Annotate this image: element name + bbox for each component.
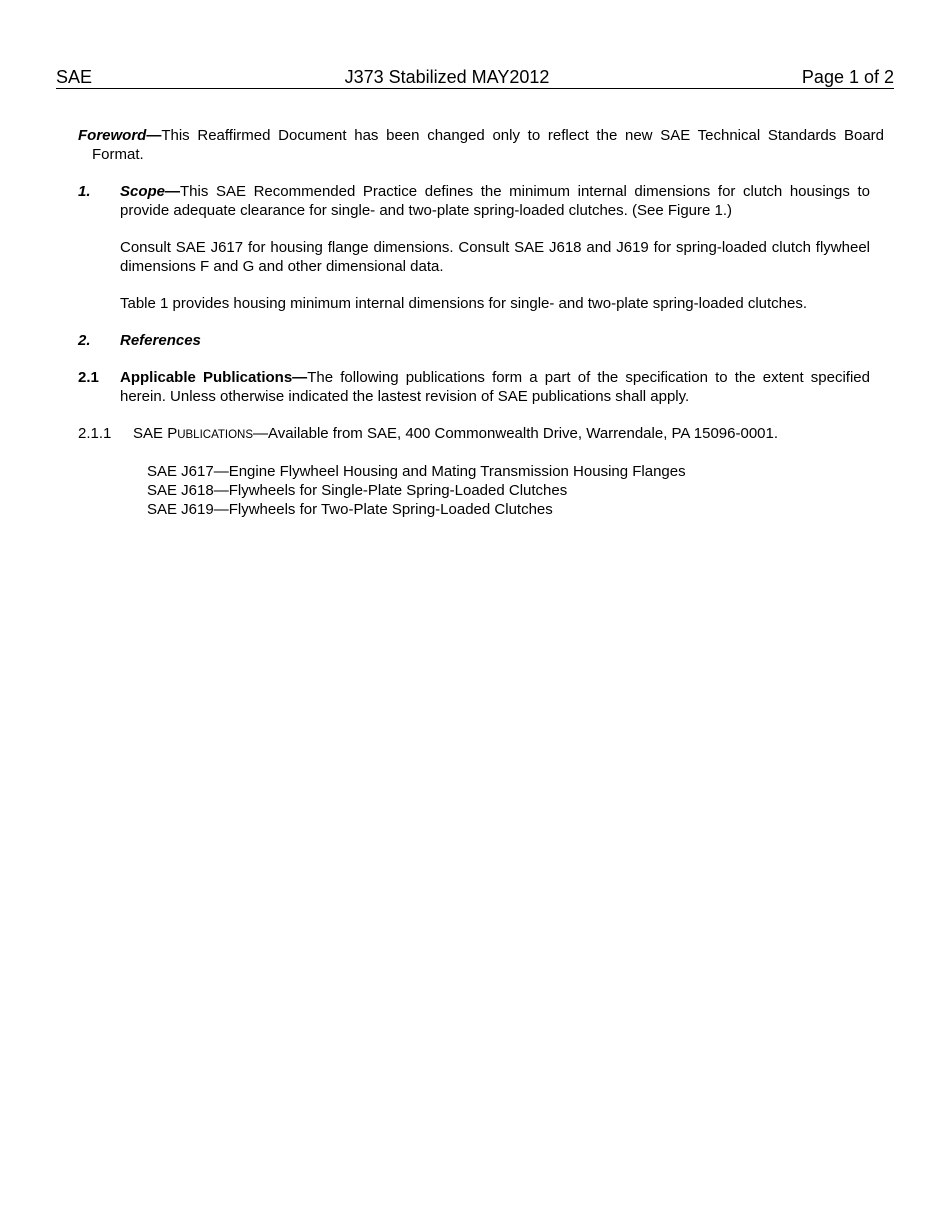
header-document-id: J373 Stabilized MAY2012 [344,67,550,87]
section-2-1-number: 2.1 [78,369,99,386]
sae-publications-paragraph [133,425,873,445]
header-org: SAE [56,67,93,87]
scope-text-1: This SAE Recommended Practice defines the minimum internal dimensions for clutch housings to provide adequate clearance for single- and two-plate spring-loaded clutches. (See Figure 1.) [120,183,870,219]
foreword-label: Foreword [78,127,147,144]
references-heading: References [120,332,201,349]
scope-dash: — [165,183,181,200]
applicable-publications-title: Applicable Publications— [120,369,308,386]
list-item: SAE J618—Flywheels for Single-Plate Spring-Loaded Clutches [147,482,568,499]
sae-publications-prefix: SAE [133,425,168,442]
page-header [56,66,894,89]
foreword-text: This Reaffirmed Document has been changed only to reflect the new SAE Technical Standards Board Format. [92,127,884,163]
foreword-dash: — [146,127,162,144]
sae-publications-smallcaps: UBLICATIONS [177,429,254,441]
foreword-paragraph [78,127,884,164]
applicable-publications-paragraph [120,369,870,406]
section-1-number: 1. [78,183,91,200]
scope-paragraph-1 [120,183,870,220]
applicable-publications-text: The following publications form a part of the specification to the extent specified herein. Unless otherwise indicated the lastest revision of SAE publications shall apply. [120,369,870,405]
sae-publications-text: —Available from SAE, 400 Commonwealth Drive, Warrendale, PA 15096-0001. [253,425,779,442]
scope-paragraph-3: Table 1 provides housing minimum internal dimensions for single- and two-plate spring-loaded clutches. [120,295,808,312]
section-2-1-1-number: 2.1.1 [78,425,112,442]
scope-paragraph-2: Consult SAE J617 for housing flange dimensions. Consult SAE J618 and J619 for spring-loaded clutch flywheel dimensions F and G and other dimensional data. [120,239,870,275]
sae-publications-cap: P [167,425,178,442]
list-item: SAE J617—Engine Flywheel Housing and Mating Transmission Housing Flanges [147,463,686,480]
section-2-number: 2. [78,332,91,349]
scope-title: Scope [120,183,166,200]
list-item: SAE J619—Flywheels for Two-Plate Spring-Loaded Clutches [147,501,553,518]
publications-list [147,462,686,519]
header-page-number: Page 1 of 2 [801,67,894,87]
